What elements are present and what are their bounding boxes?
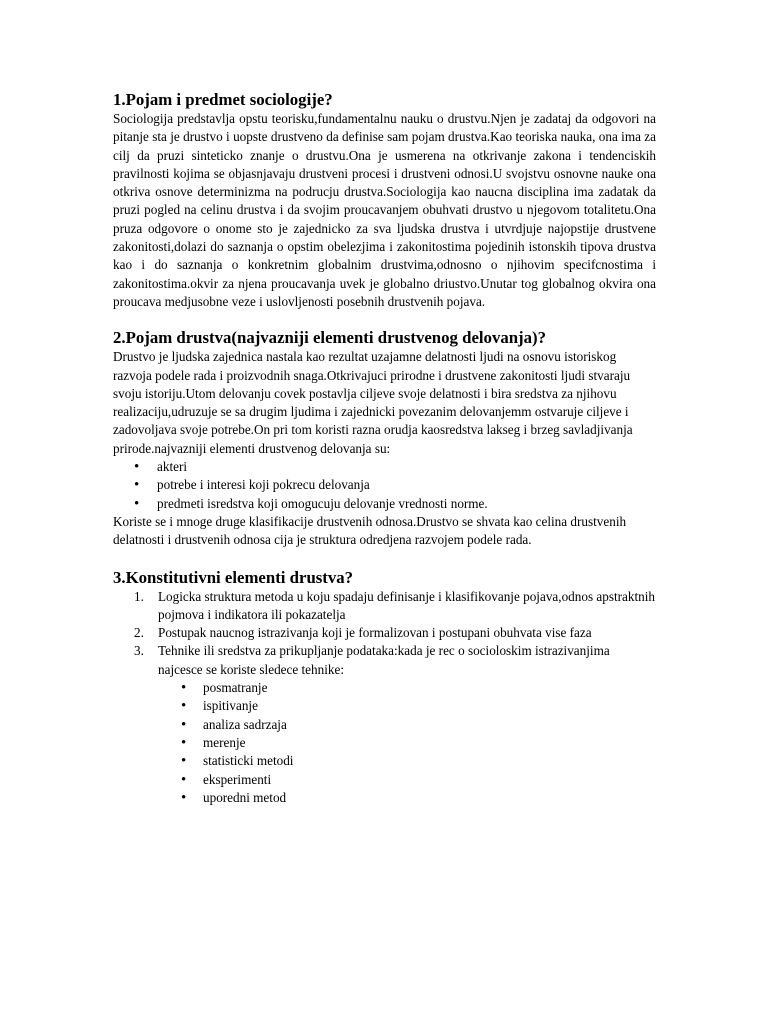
section-1-title: 1.Pojam i predmet sociologije? — [113, 90, 333, 109]
list-item: • predmeti isredstva koji omogucuju delovanje vrednosti norme. — [113, 495, 656, 513]
list-item: • uporedni metod — [113, 789, 656, 807]
section-2-outro: Koriste se i mnoge druge klasifikacije drustvenih odnosa.Drustvo se shvata kao celina drustvenih delatnosti i drustvenih odnosa cija je struktura odredjena razvojem podele rada. — [113, 513, 627, 548]
numbered-item — [113, 642, 656, 807]
section-1-paragraph: Sociologija predstavlja opstu teorisku,fundamentalnu nauku o drustvu.Njen je zadataj da odgovori na pitanje sta je drustvo i uopste drustveno da definise sam pojam drustva.Kao teoriska nauka, ona ima za cilj da pruzi sinteticko znanje o drustvu.Ona je usmerena na otkrivanje zakona i tendenciskih pravilnosti kojima se objasnjavaju drustveni procesi i drustveni odnosi.U svojstvu osnovne nauke ona otkriva osnove determinizma na podrucju drustva.Sociologija kao naucna disciplina ima zadatak da pruzi pogled na celinu drustva i da svojim proucavanjem obuhvati drustvo u njegovom totalitetu.Ona pruza odgovore o onome sto je zajednicko za sva ljudska drustva i utvrdjuje najopstije drustvene zakonitosti,dolazi do saznanja o opstim obelezjima i zakonitostima pojedinih istonskih tipova drustva kao i do saznanja o konkretnim globalnim drustvima,odnosno o njihovim specifcnostima i zakonitostima.okvir za njena proucavanja uvek je globalno driustvo.Unutar tog globalnog okvira ona proucava medjusobne veze i uslovljenosti posebnih drustvenih pojava. — [113, 111, 656, 309]
item-number: 3. — [134, 643, 144, 659]
list-item: • analiza sadrzaja — [113, 716, 656, 734]
list-item: • statisticki metodi — [113, 752, 656, 770]
section-2-title: 2.Pojam drustva(najvazniji elementi drustvenog delovanja)? — [113, 328, 547, 348]
item-number: 2. — [134, 625, 144, 641]
list-item: • posmatranje — [113, 679, 656, 697]
section-2-intro: Drustvo je ljudska zajednica nastala kao rezultat uzajamne delatnosti ljudi na osnovu istoriskog razvoja podele rada i proizvodnih snaga.Otkrivajuci prirodne i drustvene zakonitosti ljudi stvaraju svoju istoriju.Utom delovanju covek postavlja ciljeve svoje delatnosti i bira sredstva za njihovu realizaciju,udruzuje se sa drugim ljudima i zajednicki povezanim delovanjemm ostvaruje ciljeve i zadovoljava svoje potrebe.On pri tom koristi razna orudja kaosredstva lakseg i brzeg savladjivanja prirode.najvazniji elementi drustvenog delovanja su: — [113, 349, 633, 456]
list-item: • ispitivanje — [113, 697, 656, 715]
item-text: Tehnike ili sredstva za prikupljanje podataka:kada je rec o socioloskim istrazivanjima najcesce se koriste sledece tehnike: — [158, 643, 610, 677]
section-3-numbered-list — [113, 588, 656, 808]
list-item: • eksperimenti — [113, 771, 656, 789]
document-body — [113, 90, 656, 807]
item-text: Postupak naucnog istrazivanja koji je formalizovan i postupani obuhvata vise faza — [158, 625, 592, 641]
section-3-title: 3.Konstitutivni elementi drustva? — [113, 567, 354, 587]
item-text: Logicka struktura metoda u koju spadaju definisanje i klasifikovanje pojava,odnos apstraktnih pojmova i indikatora ili pokazatelja — [158, 588, 655, 622]
list-item: • merenje — [113, 734, 656, 752]
numbered-item — [113, 624, 656, 642]
techniques-list — [113, 679, 656, 807]
numbered-item — [113, 588, 656, 625]
list-item: • akteri — [113, 458, 656, 476]
list-item: • potrebe i interesi koji pokrecu delovanja — [113, 476, 656, 494]
item-number: 1. — [134, 588, 144, 604]
section-2-bullet-list — [113, 458, 656, 513]
